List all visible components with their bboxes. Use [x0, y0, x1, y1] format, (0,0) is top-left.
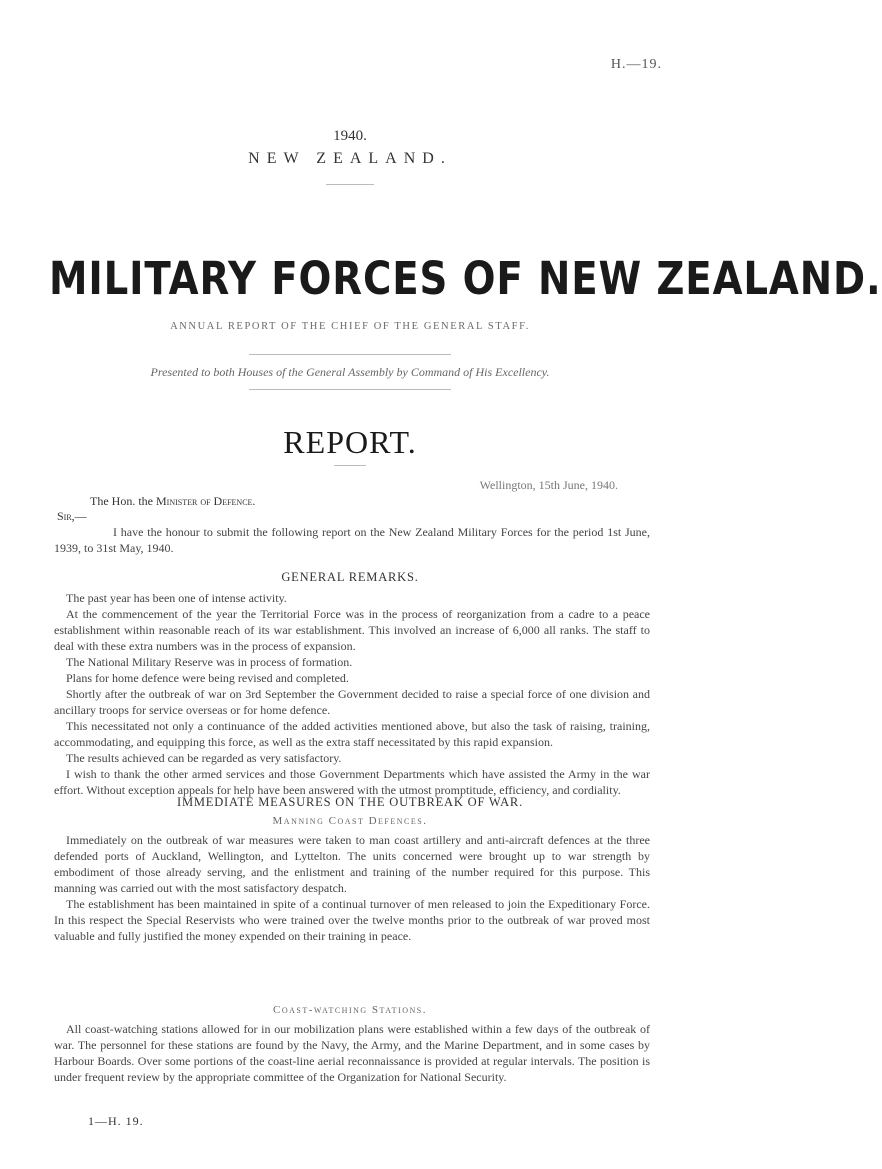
subheading-coast-watching-stations: Coast-watching Stations.: [273, 1004, 427, 1016]
document-reference: H.—19.: [610, 57, 662, 72]
presentation-note: Presented to both Houses of the General Assembly by Command of His Excellency.: [150, 365, 550, 379]
salutation: [90, 494, 255, 509]
country-heading: NEW ZEALAND.: [248, 150, 452, 167]
divider: [249, 389, 451, 390]
paragraph: I have the honour to submit the following report on the New Zealand Military Forces for the period 1st June, 1939, to 31st May, 1940.: [54, 525, 650, 555]
publication-year: 1940.: [333, 128, 367, 144]
paragraph: At the commencement of the year the Territorial Force was in the process of reorganization from a cadre to a peace establishment within reasonable reach of its war establishment. This involved an increase of 6,000 all ranks. The staff to deal with these extra numbers was in the process of expansion.: [54, 607, 650, 653]
manning-body: [54, 832, 650, 944]
intro-paragraph: [54, 524, 650, 556]
subtitle: ANNUAL REPORT OF THE CHIEF OF THE GENERAL STAFF.: [170, 321, 530, 332]
report-heading: REPORT.: [283, 424, 417, 460]
section-heading-immediate-measures: IMMEDIATE MEASURES ON THE OUTBREAK OF WAR.: [177, 795, 523, 809]
salutation-sir: Sir,—: [57, 509, 87, 523]
salutation-office: Minister of Defence.: [155, 494, 256, 508]
section-heading-general-remarks: GENERAL REMARKS.: [281, 570, 419, 584]
subheading-manning-coast-defences: Manning Coast Defences.: [272, 815, 428, 827]
paragraph: Plans for home defence were being revised and completed.: [66, 671, 349, 685]
page-footer: 1—H. 19.: [88, 1114, 144, 1128]
coast-watching-body: [54, 1021, 650, 1085]
paragraph: Shortly after the outbreak of war on 3rd September the Government decided to raise a special force of one division and ancillary troops for service overseas or for home defence.: [54, 687, 650, 717]
paragraph: All coast-watching stations allowed for in our mobilization plans were established within a few days of the outbreak of war. The personnel for these stations are found by the Navy, the Army, and the Marine Department, and in some cases by Harbour Boards. Over some portions of the coast-line aerial reconnaissance is provided at regular intervals. The position is under frequent review by the appropriate committee of the Organization for National Security.: [54, 1022, 650, 1084]
paragraph: The results achieved can be regarded as very satisfactory.: [66, 751, 342, 765]
paragraph: This necessitated not only a continuance of the added activities mentioned above, but also the task of raising, training, accommodating, and equipping this force, as well as the extra staff necessitated by this rapid expansion.: [54, 719, 650, 749]
divider: [334, 465, 366, 466]
paragraph: Immediately on the outbreak of war measures were taken to man coast artillery and anti-aircraft defences at the three defended ports of Auckland, Wellington, and Lyttelton. The units concerned were brought up to war strength by embodiment of those already serving, and the enlistment and training of the number required for this purpose. This manning was carried out with the most satisfactory despatch.: [54, 833, 650, 895]
paragraph: I wish to thank the other armed services and those Government Departments which have assisted the Army in the war effort. Without exception appeals for help have been answered with the utmost promptitude, efficiency, and cordiality.: [54, 767, 650, 797]
dateline: Wellington, 15th June, 1940.: [479, 478, 618, 492]
paragraph: The National Military Reserve was in process of formation.: [66, 655, 353, 669]
paragraph: The past year has been one of intense activity.: [66, 591, 287, 605]
salutation-prefix: The Hon. the: [90, 494, 156, 508]
general-remarks-body: [54, 590, 650, 798]
divider: [249, 354, 451, 355]
main-title: MILITARY FORCES OF NEW ZEALAND.: [49, 252, 882, 305]
paragraph: The establishment has been maintained in spite of a continual turnover of men released to join the Expeditionary Force. In this respect the Special Reservists who were trained over the twelve months prior to the outbreak of war proved most valuable and fully justified the money expended on their training in peace.: [54, 897, 650, 943]
divider: [326, 184, 374, 185]
